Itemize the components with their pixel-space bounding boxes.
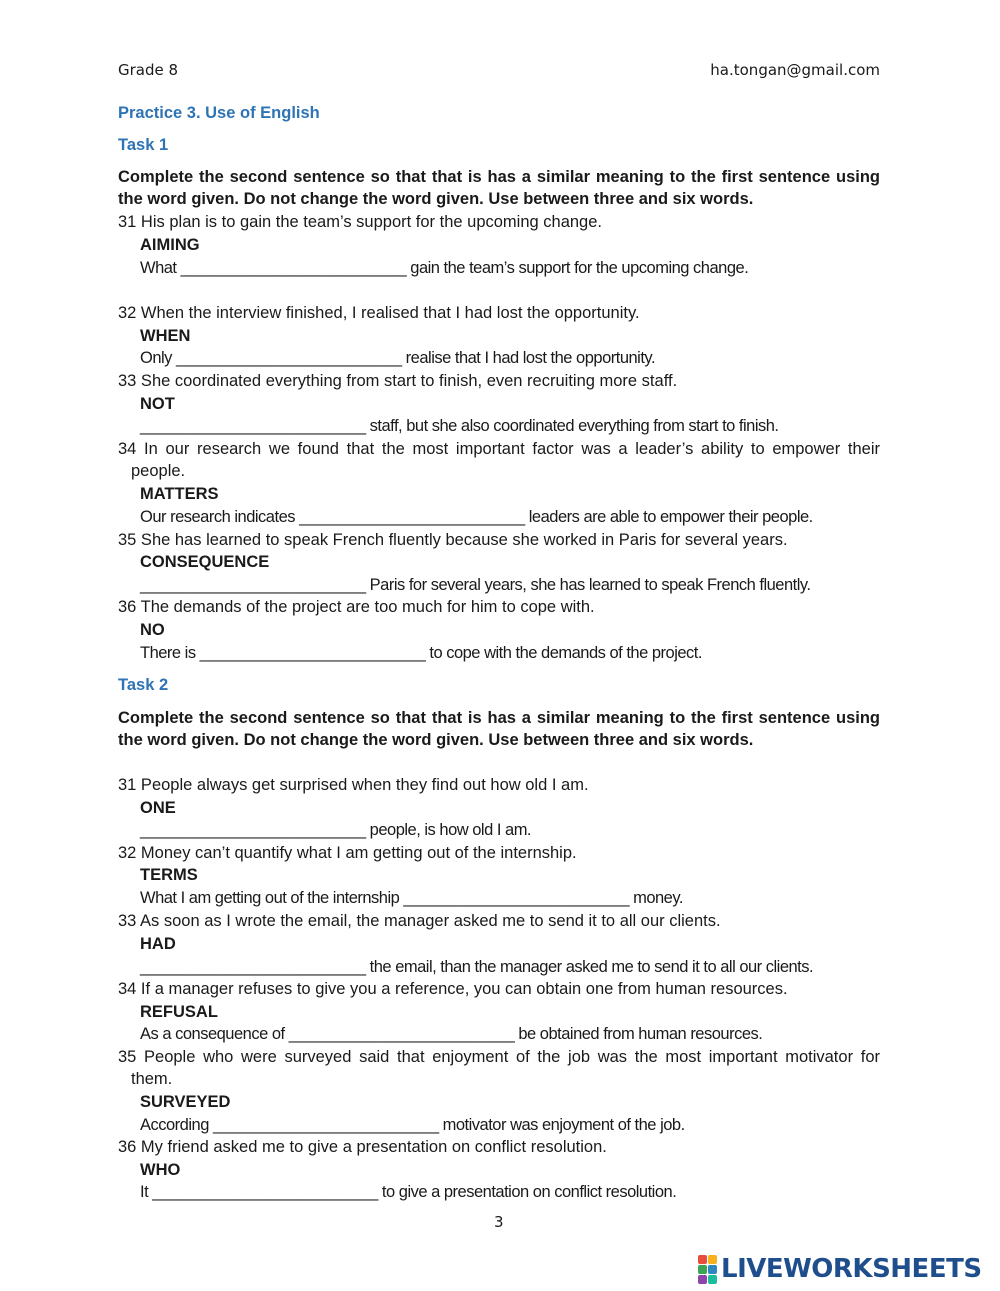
task1-q36-sentence: 36 The demands of the project are too much for him to cope with. (118, 598, 595, 616)
task2-q31-keyword: ONE (140, 799, 176, 817)
task1-q34-sentence-line2: people. (131, 462, 186, 480)
task2-instruction-line1: Complete the second sentence so that that is has a similar meaning to the first sentence using (118, 709, 880, 727)
task1-q34-answer-line[interactable]: Our research indicates __________________________ leaders are able to empower their people. (140, 508, 813, 526)
task2-q35-sentence-line2: them. (131, 1070, 173, 1088)
task2-q32-keyword: TERMS (140, 866, 198, 884)
task1-q32-answer-line[interactable]: Only __________________________ realise that I had lost the opportunity. (140, 349, 656, 367)
task1-q31-sentence: 31 His plan is to gain the team’s support for the upcoming change. (118, 213, 602, 231)
task1-q31-answer-line[interactable]: What __________________________ gain the team’s support for the upcoming change. (140, 259, 749, 277)
practice-title: Practice 3. Use of English (118, 104, 320, 122)
task2-q34-answer-line[interactable]: As a consequence of __________________________ be obtained from human resources. (140, 1025, 763, 1043)
task2-q31-answer-line[interactable]: __________________________ people, is how old I am. (140, 821, 532, 839)
task1-q36-answer-line[interactable]: There is __________________________ to cope with the demands of the project. (140, 644, 702, 662)
task1-q33-keyword: NOT (140, 395, 175, 413)
task1-q33-answer-line[interactable]: __________________________ staff, but she also coordinated everything from start to finish. (140, 417, 779, 435)
task1-q34-keyword: MATTERS (140, 485, 219, 503)
task2-title: Task 2 (118, 676, 169, 694)
task1-title: Task 1 (118, 136, 169, 154)
task2-q36-answer-line[interactable]: It __________________________ to give a presentation on conflict resolution. (140, 1183, 677, 1201)
task1-q32-sentence: 32 When the interview finished, I realised that I had lost the opportunity. (118, 304, 640, 322)
task2-q31-sentence: 31 People always get surprised when they find out how old I am. (118, 776, 589, 794)
task2-q32-answer-line[interactable]: What I am getting out of the internship __________________________ money. (140, 889, 683, 907)
task1-q35-sentence: 35 She has learned to speak French fluently because she worked in Paris for several years. (118, 531, 788, 549)
task1-instruction-line2: the word given. Do not change the word given. Use between three and six words. (118, 190, 754, 208)
task2-q36-keyword: WHO (140, 1161, 181, 1179)
page-number: 3 (494, 1213, 504, 1231)
task2-q35-keyword: SURVEYED (140, 1093, 231, 1111)
task1-instruction-line1: Complete the second sentence so that that is has a similar meaning to the first sentence using (118, 168, 880, 186)
author-email: ha.tongan@gmail.com (710, 61, 880, 79)
task2-q34-sentence: 34 If a manager refuses to give you a reference, you can obtain one from human resources. (118, 980, 788, 998)
task1-q35-answer-line[interactable]: __________________________ Paris for several years, she has learned to speak French fluently. (140, 576, 811, 594)
task2-instruction-line2: the word given. Do not change the word given. Use between three and six words. (118, 731, 754, 749)
logo-text: LIVEWORKSHEETS (721, 1254, 982, 1284)
grade-label: Grade 8 (118, 61, 179, 79)
task2-q34-keyword: REFUSAL (140, 1003, 218, 1021)
task1-q33-sentence: 33 She coordinated everything from start to finish, even recruiting more staff. (118, 372, 678, 390)
task2-q35-answer-line[interactable]: According __________________________ motivator was enjoyment of the job. (140, 1116, 685, 1134)
task1-q31-keyword: AIMING (140, 236, 200, 254)
task2-q32-sentence: 32 Money can’t quantify what I am getting out of the internship. (118, 844, 577, 862)
task1-q35-keyword: CONSEQUENCE (140, 553, 270, 571)
task2-q36-sentence: 36 My friend asked me to give a presentation on conflict resolution. (118, 1138, 607, 1156)
task1-q32-keyword: WHEN (140, 327, 191, 345)
task2-q33-answer-line[interactable]: __________________________ the email, than the manager asked me to send it to all our clients. (140, 958, 814, 976)
liveworksheets-logo[interactable] (698, 1252, 982, 1286)
task1-q36-keyword: NO (140, 621, 165, 639)
task1-q34-sentence-line1: 34 In our research we found that the most important factor was a leader’s ability to empower their (118, 440, 880, 458)
task2-q33-sentence: 33 As soon as I wrote the email, the manager asked me to send it to all our clients. (118, 912, 721, 930)
liveworksheets-logo-icon (698, 1255, 717, 1284)
task2-q33-keyword: HAD (140, 935, 176, 953)
task2-q35-sentence-line1: 35 People who were surveyed said that enjoyment of the job was the most important motivator for (118, 1048, 880, 1066)
